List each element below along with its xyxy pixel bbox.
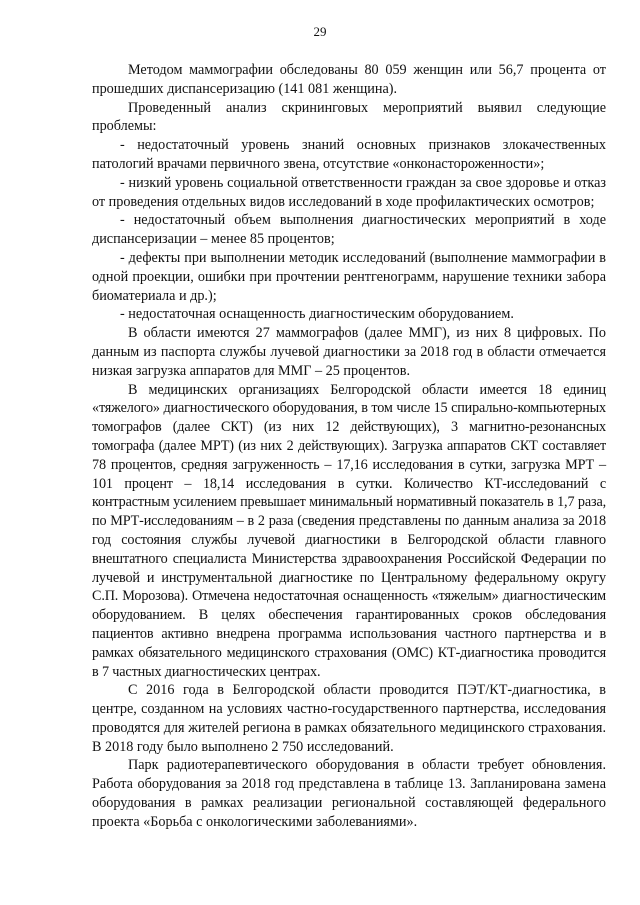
problem-item: - недостаточный объем выполнения диагностических мероприятий в ходе диспансеризации – менее 85 процентов;	[92, 212, 606, 248]
paragraph-pet-ct: С 2016 года в Белгородской области проводится ПЭТ/КТ-диагностика, в центре, созданном на условиях частно-государственного партнерства, исследования проводятся для жителей региона в рамках обязательного медицинского страхования. В 2018 году было выполнено 2 750 исследований.	[92, 682, 606, 755]
problem-item: - недостаточная оснащенность диагностическим оборудованием.	[120, 306, 514, 323]
paragraph-mammographs: В области имеются 27 маммографов (далее ММГ), из них 8 цифровых. По данным из паспорта службы лучевой диагностики за 2018 год в области отмечается низкая загрузка аппаратов для ММГ – 25 процентов.	[92, 325, 606, 379]
paragraph-screening-analysis: Проведенный анализ скрининговых мероприятий выявил следующие проблемы:	[92, 99, 606, 135]
document-body	[92, 61, 606, 832]
page-number: 29	[313, 24, 327, 39]
problem-item: - дефекты при выполнении методик исследований (выполнение маммографии в одной проекции, ошибки при прочтении рентгенограмм, нарушение техники забора биоматериала и др.);	[92, 249, 606, 304]
paragraph-mammography: Методом маммографии обследованы 80 059 женщин или 56,7 процента от прошедших диспансеризацию (141 081 женщина).	[92, 62, 606, 97]
problem-item: - низкий уровень социальной ответственности граждан за свое здоровье и отказ от проведения отдельных видов исследований в ходе профилактических осмотров;	[92, 174, 606, 210]
paragraph-radiotherapy: Парк радиотерапевтического оборудования в области требует обновления. Работа оборудования за 2018 год представлена в таблице 13. Запланирована замена оборудования в рамках реализации региональной составляющей федерального проекта «Борьба с онкологическими заболеваниями».	[92, 757, 606, 830]
problem-item: - недостаточный уровень знаний основных признаков злокачественных патологий врачами первичного звена, отсутствие «онконастороженности»;	[92, 137, 606, 172]
paragraph-heavy-equipment: В медицинских организациях Белгородской области имеется 18 единиц «тяжелого» диагностического оборудования, в том числе 15 спирально-компьютерных томографов (далее СКТ) (из них 12 действующих), 3 магнитно-резонансных томографа (далее МРТ) (из них 2 действующих). Загрузка аппаратов СКТ составляет 78 процентов, средняя загруженность – 17,16 исследования в сутки, загрузка МРТ – 101 процент – 18,14 исследования в сутки. Количество КТ-исследований с контрастным усилением превышает минимальный нормативный показатель в 1,7 раза, по МРТ-исследованиям – в 2 раза (сведения представлены по данным анализа за 2018 год состояния службы лучевой диагностики в Белгородской области главного внештатного специалиста Министерства здравоохранения Российской Федерации по лучевой и инструментальной диагностике по Центральному федеральному округу С.П. Морозова). Отмечена недостаточная оснащенность «тяжелым» диагностическим оборудованием. В целях обеспечения гарантированных сроков обследования пациентов активно внедрена программа использования частного партнерства и в рамках обязательного медицинского страхования (ОМС) КТ-диагностика проводится в 7 частных диагностических центрах.	[92, 381, 606, 680]
